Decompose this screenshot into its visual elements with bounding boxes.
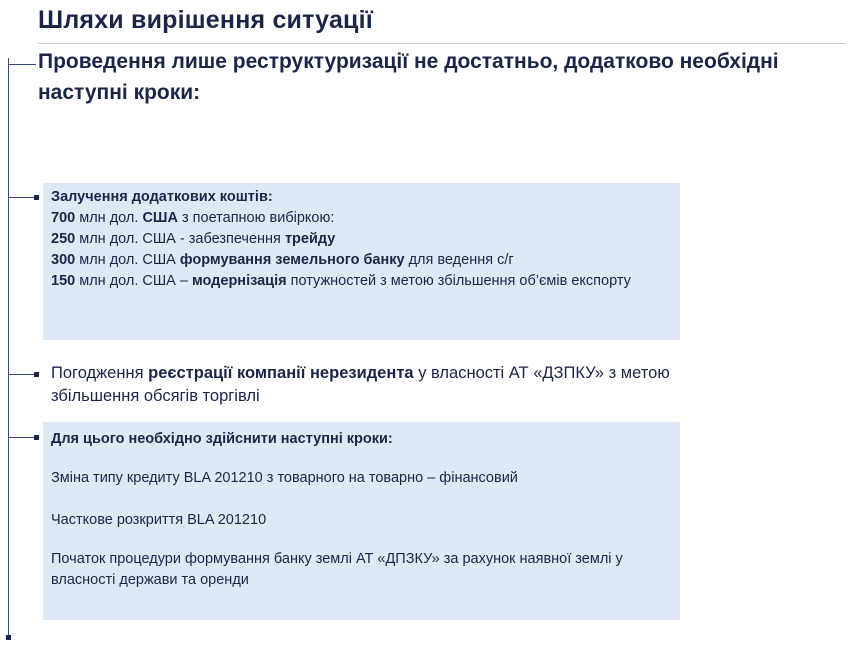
connector-subtitle: [8, 64, 36, 65]
funding-line-700: 700 млн дол. США з поетапною вибіркою:: [51, 210, 335, 226]
bullet-marker: [34, 435, 39, 440]
funding-heading: Залучення додаткових коштів:: [51, 189, 273, 205]
connector-block1: [8, 197, 34, 198]
connector-end-marker: [6, 635, 11, 640]
funding-line-150: 150 млн дол. США – модернізація потужностей з метою збільшення об’ємів експорту: [51, 273, 631, 289]
step-credit-type: Зміна типу кредиту BLA 201210 з товарного на товарно – фінансовий: [51, 470, 518, 486]
step-land-bank: Початок процедури формування банку землі АТ «ДПЗКУ» за рахунок наявної землі у власності держави та оренди: [51, 551, 623, 588]
slide-subtitle: Проведення лише реструктуризації не достатньо, додатково необхідні наступні кроки:: [38, 50, 779, 104]
connector-vertical-line: [8, 58, 9, 638]
slide-title: Шляхи вирішення ситуації: [38, 6, 374, 34]
bullet-marker: [34, 372, 39, 377]
funding-line-250: 250 млн дол. США - забезпечення трейду: [51, 231, 336, 247]
funding-text: [51, 187, 671, 292]
bullet-marker: [34, 195, 39, 200]
step-partial-disclosure: Часткове розкриття BLA 201210: [51, 512, 267, 528]
connector-block3: [8, 437, 34, 438]
title-divider: [38, 43, 846, 44]
connector-block2: [8, 374, 34, 375]
registration-text: Погодження реєстрації компанії нерезидента у власності АТ «ДЗПКУ» з метою збільшення обсягів торгівлі: [51, 364, 670, 405]
steps-heading: Для цього необхідно здійснити наступні кроки:: [51, 431, 393, 447]
funding-line-300: 300 млн дол. США формування земельного банку для ведення с/г: [51, 252, 514, 268]
